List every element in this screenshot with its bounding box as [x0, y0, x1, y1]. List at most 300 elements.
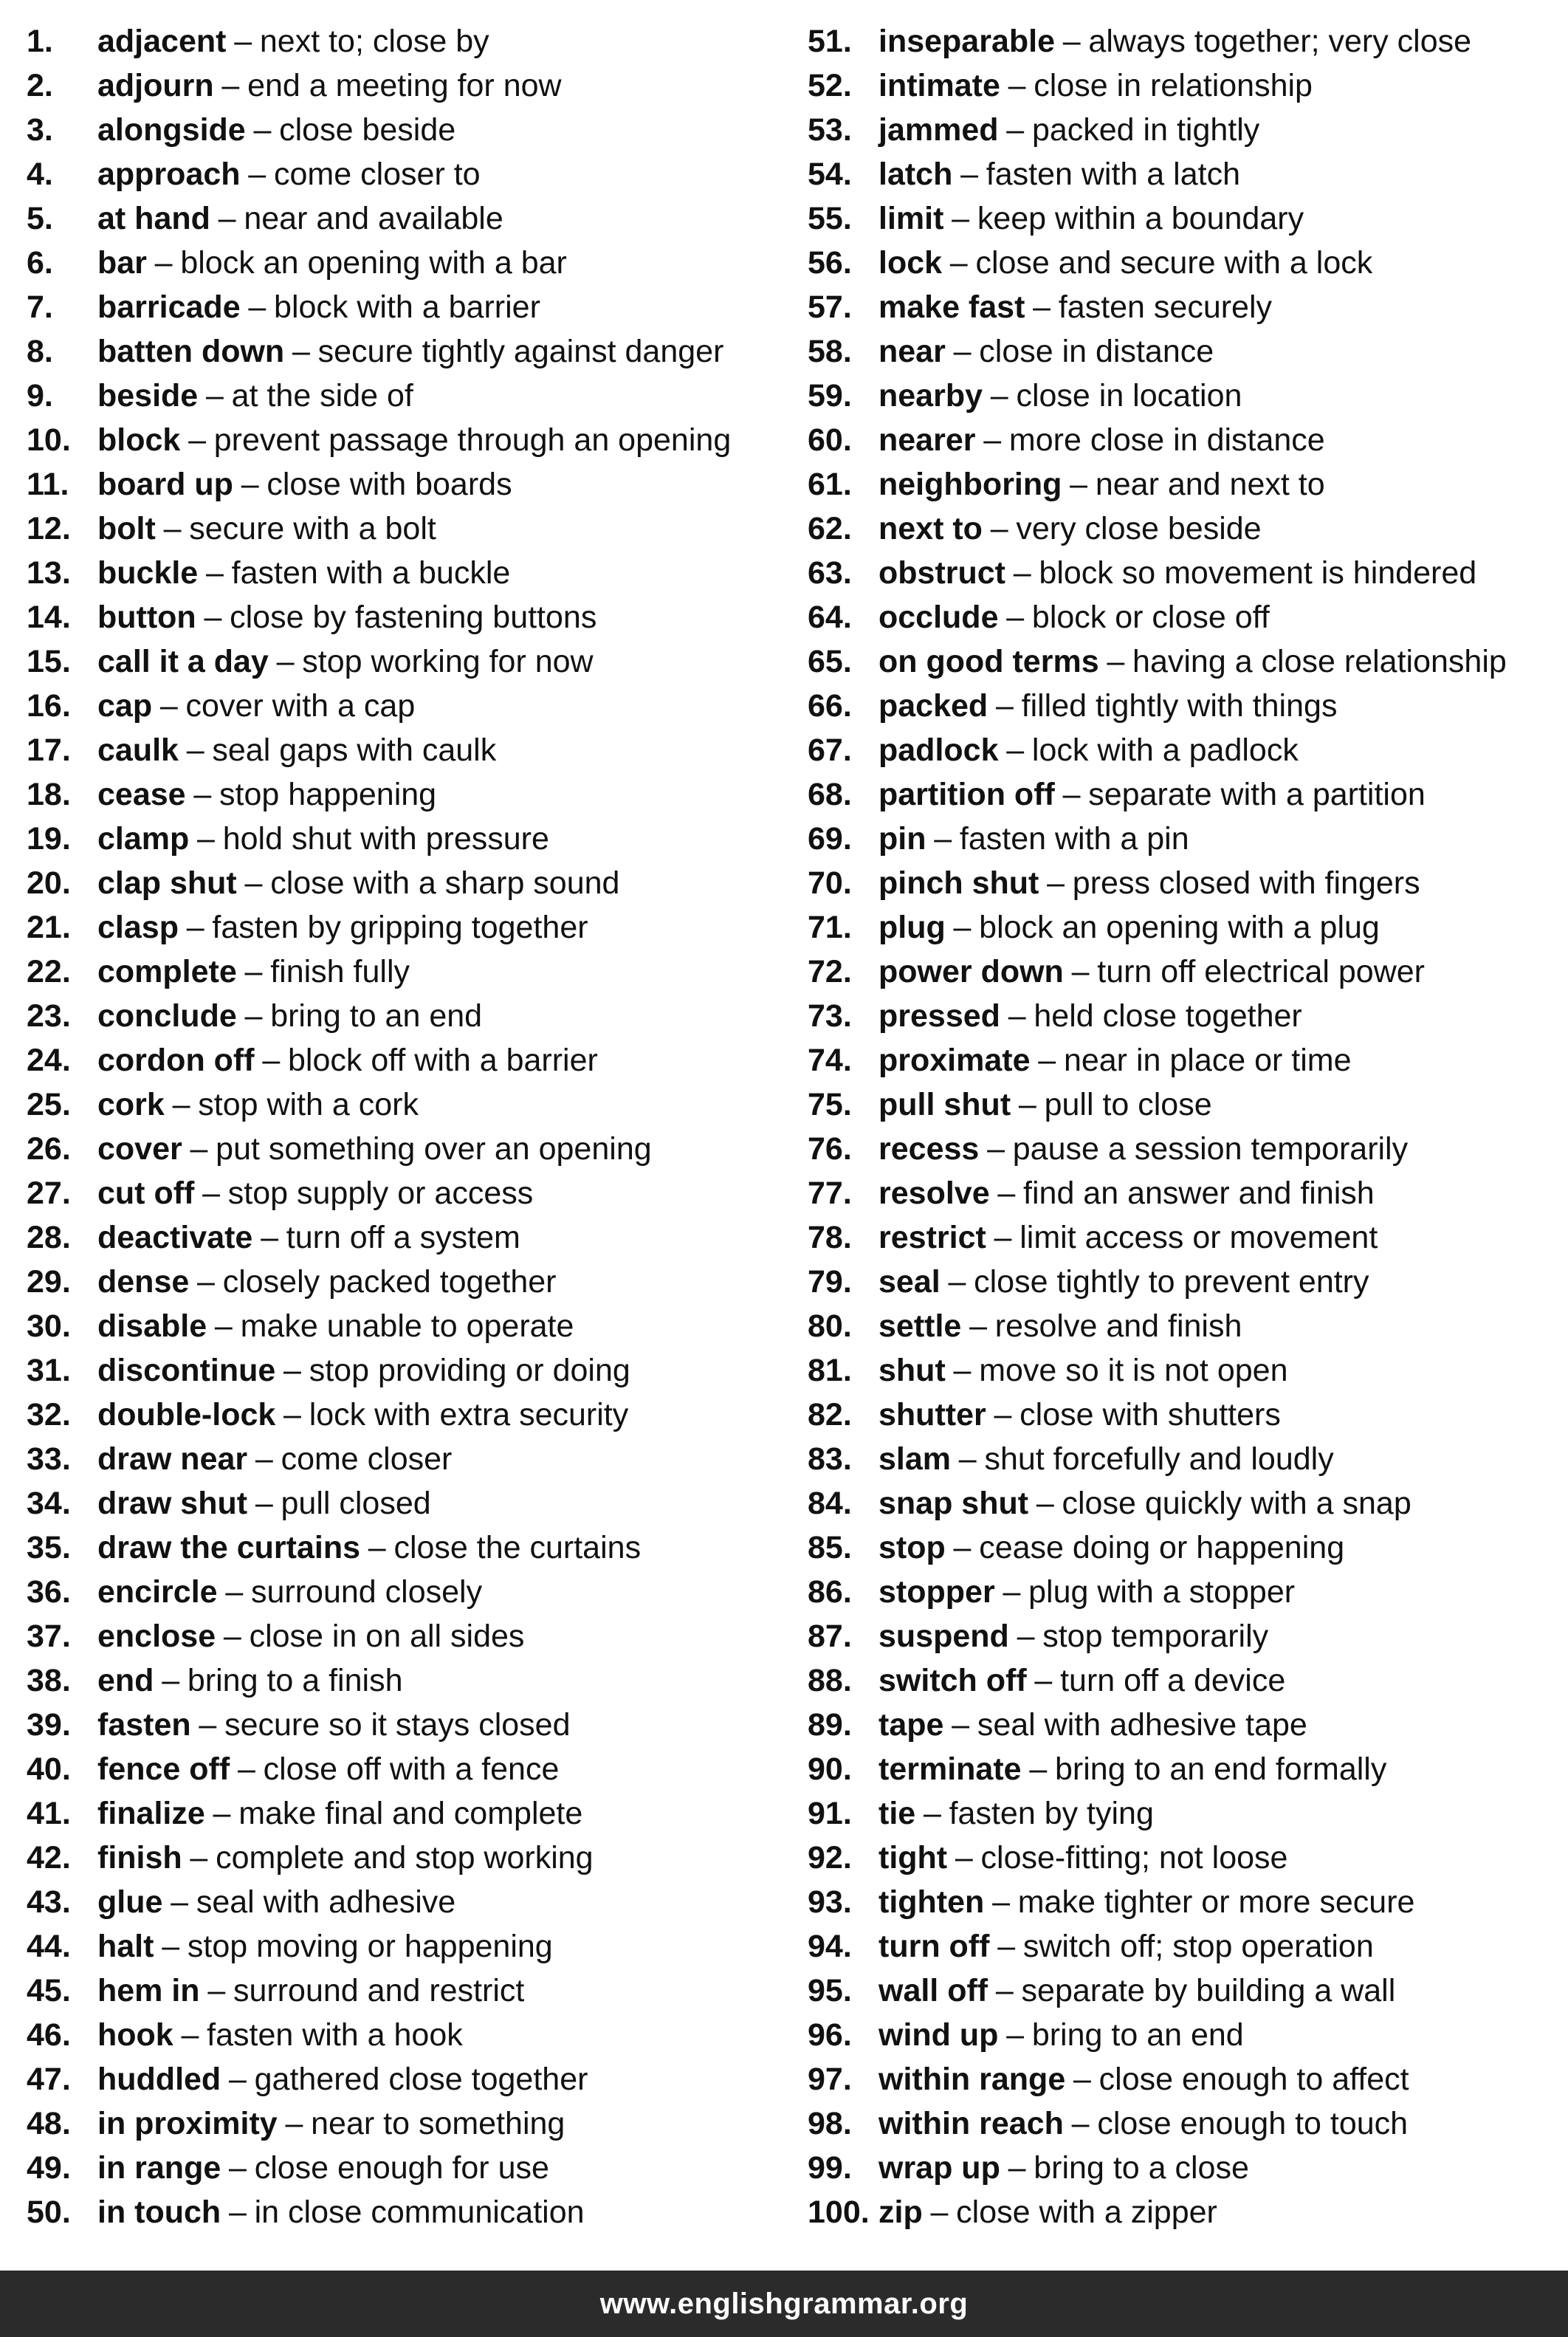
list-item	[808, 2190, 1568, 2234]
item-number: 90.	[808, 1751, 852, 1787]
item-definition: stop providing or doing	[309, 1353, 630, 1388]
item-number: 74.	[808, 1043, 852, 1078]
item-word: nearby	[878, 378, 983, 413]
item-separator: –	[1006, 600, 1025, 635]
item-word: cease	[97, 777, 186, 812]
item-word: clap shut	[97, 865, 237, 901]
item-word: cover	[97, 1131, 182, 1167]
item-separator: –	[1062, 24, 1081, 59]
item-definition: very close beside	[1016, 511, 1262, 546]
list-item	[27, 684, 794, 728]
item-number: 99.	[808, 2150, 852, 2186]
item-definition: next to; close by	[259, 24, 489, 59]
item-definition: complete and stop working	[216, 1840, 594, 1876]
item-word: pin	[878, 821, 926, 857]
item-definition: close by fastening buttons	[230, 600, 597, 635]
item-separator: –	[990, 378, 1008, 413]
item-number: 98.	[808, 2106, 852, 2141]
item-word: adjourn	[97, 68, 214, 103]
item-definition: close in relationship	[1034, 68, 1313, 103]
item-definition: near and available	[244, 201, 503, 236]
item-definition: seal with adhesive	[196, 1884, 456, 1920]
item-word: resolve	[878, 1176, 990, 1211]
item-definition: cover with a cap	[185, 688, 416, 724]
item-separator: –	[1013, 555, 1031, 591]
list-item	[808, 684, 1568, 728]
item-separator: –	[1006, 112, 1025, 148]
item-definition: seal gaps with caulk	[212, 732, 497, 768]
footer-website-link[interactable]: www.englishgrammar.org	[599, 2287, 969, 2320]
list-item	[27, 861, 794, 905]
item-separator: –	[983, 422, 1002, 458]
item-definition: come closer to	[273, 157, 481, 192]
item-separator: –	[190, 1131, 208, 1167]
item-number: 1.	[27, 24, 53, 59]
item-number: 76.	[808, 1131, 852, 1167]
item-separator: –	[1036, 1486, 1054, 1521]
item-number: 5.	[27, 201, 53, 236]
item-word: neighboring	[878, 467, 1062, 502]
item-separator: –	[1017, 1619, 1035, 1654]
item-word: suspend	[878, 1619, 1009, 1654]
item-definition: stop working for now	[302, 644, 594, 679]
item-separator: –	[213, 1796, 231, 1831]
item-number: 62.	[808, 511, 852, 546]
item-separator: –	[997, 1176, 1016, 1211]
item-definition: closely packed together	[222, 1264, 557, 1300]
item-separator: –	[368, 1530, 386, 1565]
item-separator: –	[214, 1308, 233, 1344]
list-item	[808, 728, 1568, 772]
list-item	[808, 2013, 1568, 2057]
item-definition: put something over an opening	[216, 1131, 652, 1167]
item-definition: find an answer and finish	[1023, 1176, 1375, 1211]
item-word: snap shut	[878, 1486, 1029, 1521]
item-definition: close with boards	[267, 467, 512, 502]
item-separator: –	[949, 245, 968, 281]
item-number: 80.	[808, 1308, 852, 1344]
item-definition: secure tightly against danger	[317, 334, 724, 369]
item-definition: block an opening with a plug	[979, 910, 1380, 945]
list-item	[27, 595, 794, 639]
item-separator: –	[995, 688, 1014, 724]
item-definition: close the curtains	[393, 1530, 642, 1565]
list-item	[808, 108, 1568, 152]
item-definition: fasten with a buckle	[231, 555, 511, 591]
item-word: finish	[97, 1840, 182, 1876]
item-separator: –	[154, 245, 173, 281]
item-number: 91.	[808, 1796, 852, 1831]
item-word: hem in	[97, 1973, 200, 2008]
item-number: 24.	[27, 1043, 71, 1078]
item-word: near	[878, 334, 946, 369]
item-definition: fasten with a hook	[207, 2017, 463, 2053]
item-word: conclude	[97, 998, 237, 1034]
item-definition: close in on all sides	[249, 1619, 525, 1654]
item-word: limit	[878, 201, 944, 236]
item-number: 17.	[27, 732, 71, 768]
item-separator: –	[255, 1486, 273, 1521]
item-separator: –	[1018, 1087, 1036, 1122]
item-number: 70.	[808, 865, 852, 901]
item-definition: close in location	[1016, 378, 1242, 413]
item-word: pinch shut	[878, 865, 1039, 901]
item-word: discontinue	[97, 1353, 276, 1388]
item-word: cork	[97, 1087, 165, 1122]
item-definition: gathered close together	[254, 2062, 588, 2097]
item-word: seal	[878, 1264, 941, 1300]
item-separator: –	[1073, 2062, 1091, 2097]
item-word: at hand	[97, 201, 210, 236]
item-separator: –	[958, 1441, 977, 1477]
item-word: hook	[97, 2017, 173, 2053]
list-item	[808, 1526, 1568, 1570]
list-item	[27, 1924, 794, 1969]
item-number: 36.	[27, 1574, 71, 1610]
list-item	[808, 507, 1568, 551]
list-item	[27, 1127, 794, 1171]
list-item	[27, 108, 794, 152]
item-word: zip	[878, 2194, 923, 2230]
item-definition: shut forcefully and loudly	[984, 1441, 1334, 1477]
item-definition: switch off; stop operation	[1022, 1929, 1374, 1964]
item-word: partition off	[878, 777, 1055, 812]
list-item	[27, 329, 794, 374]
item-number: 60.	[808, 422, 852, 458]
list-item	[808, 2146, 1568, 2190]
item-separator: –	[253, 112, 272, 148]
item-separator: –	[205, 555, 224, 591]
item-word: draw shut	[97, 1486, 248, 1521]
item-number: 8.	[27, 334, 53, 369]
list-item	[808, 1171, 1568, 1215]
item-separator: –	[930, 2194, 949, 2230]
item-definition: always together; very close	[1088, 24, 1472, 59]
list-item	[27, 2190, 794, 2234]
list-item	[808, 1437, 1568, 1481]
item-number: 59.	[808, 378, 852, 413]
item-separator: –	[934, 821, 952, 857]
item-definition: near and next to	[1095, 467, 1325, 502]
list-item	[27, 772, 794, 817]
item-separator: –	[994, 1397, 1012, 1432]
item-separator: –	[202, 1176, 221, 1211]
item-separator: –	[948, 1264, 966, 1300]
item-number: 94.	[808, 1929, 852, 1964]
item-number: 65.	[808, 644, 852, 679]
list-item	[808, 817, 1568, 861]
item-definition: separate by building a wall	[1021, 1973, 1396, 2008]
item-separator: –	[171, 1884, 189, 1920]
item-separator: –	[207, 1973, 226, 2008]
item-number: 41.	[27, 1796, 71, 1831]
item-definition: finish fully	[270, 954, 410, 989]
list-item	[808, 1747, 1568, 1791]
item-definition: cease doing or happening	[979, 1530, 1345, 1565]
item-definition: close with a zipper	[956, 2194, 1217, 2230]
item-separator: –	[193, 777, 212, 812]
item-separator: –	[197, 821, 215, 857]
item-word: within reach	[878, 2106, 1064, 2141]
item-number: 26.	[27, 1131, 71, 1167]
item-number: 20.	[27, 865, 71, 901]
list-item	[27, 551, 794, 595]
item-separator: –	[1008, 68, 1026, 103]
list-item	[27, 1836, 794, 1880]
item-definition: close enough to affect	[1098, 2062, 1409, 2097]
item-word: nearer	[878, 422, 976, 458]
item-definition: at the side of	[231, 378, 413, 413]
list-item	[808, 639, 1568, 684]
item-word: obstruct	[878, 555, 1005, 591]
item-definition: stop moving or happening	[187, 1929, 553, 1964]
item-number: 84.	[808, 1486, 852, 1521]
item-number: 6.	[27, 245, 53, 281]
item-separator: –	[1003, 1574, 1021, 1610]
item-definition: close off with a fence	[263, 1751, 560, 1787]
item-definition: stop with a cork	[198, 1087, 419, 1122]
item-number: 44.	[27, 1929, 71, 1964]
item-definition: close beside	[279, 112, 456, 148]
item-word: shutter	[878, 1397, 986, 1432]
list-item	[27, 285, 794, 329]
item-word: wind up	[878, 2017, 999, 2053]
item-separator: –	[994, 1220, 1012, 1255]
item-separator: –	[248, 289, 267, 325]
item-word: settle	[878, 1308, 962, 1344]
list-item	[808, 1304, 1568, 1348]
list-item	[27, 1171, 794, 1215]
item-number: 11.	[27, 467, 69, 502]
item-definition: pull to close	[1044, 1087, 1212, 1122]
item-separator: –	[1071, 2106, 1090, 2141]
list-item	[808, 374, 1568, 418]
item-separator: –	[1006, 2017, 1025, 2053]
list-item	[808, 19, 1568, 64]
item-separator: –	[234, 24, 252, 59]
item-separator: –	[228, 2194, 247, 2230]
item-number: 100.	[808, 2194, 870, 2230]
item-word: buckle	[97, 555, 199, 591]
item-number: 42.	[27, 1840, 71, 1876]
list-item	[27, 374, 794, 418]
item-separator: –	[953, 910, 972, 945]
list-item	[808, 1658, 1568, 1703]
item-separator: –	[255, 1441, 273, 1477]
item-word: lock	[878, 245, 943, 281]
item-definition: move so it is not open	[979, 1353, 1288, 1388]
item-number: 48.	[27, 2106, 71, 2141]
item-definition: held close together	[1034, 998, 1302, 1034]
item-word: within range	[878, 2062, 1066, 2097]
item-separator: –	[1062, 777, 1081, 812]
list-item	[808, 1215, 1568, 1260]
item-word: enclose	[97, 1619, 216, 1654]
item-number: 57.	[808, 289, 852, 325]
item-word: finalize	[97, 1796, 205, 1831]
item-word: intimate	[878, 68, 1000, 103]
list-item	[808, 1082, 1568, 1127]
item-separator: –	[225, 1574, 244, 1610]
item-separator: –	[1008, 2150, 1026, 2186]
item-separator: –	[960, 157, 979, 192]
item-definition: end a meeting for now	[247, 68, 562, 103]
item-definition: limit access or movement	[1019, 1220, 1378, 1255]
item-separator: –	[276, 644, 295, 679]
item-number: 87.	[808, 1619, 852, 1654]
item-number: 53.	[808, 112, 852, 148]
item-definition: having a close relationship	[1132, 644, 1507, 679]
list-item	[27, 1082, 794, 1127]
item-number: 3.	[27, 112, 53, 148]
item-separator: –	[162, 1929, 180, 1964]
item-word: alongside	[97, 112, 246, 148]
item-separator: –	[261, 1220, 279, 1255]
list-item	[808, 950, 1568, 994]
item-word: recess	[878, 1131, 980, 1167]
list-item	[808, 772, 1568, 817]
item-definition: make unable to operate	[240, 1308, 574, 1344]
item-separator: –	[283, 1397, 301, 1432]
item-word: switch off	[878, 1663, 1027, 1698]
item-word: tight	[878, 1840, 948, 1876]
list-item	[27, 19, 794, 64]
item-number: 2.	[27, 68, 53, 103]
item-number: 52.	[808, 68, 852, 103]
item-definition: packed in tightly	[1031, 112, 1260, 148]
item-definition: come closer	[281, 1441, 453, 1477]
item-word: shut	[878, 1353, 946, 1388]
item-separator: –	[205, 378, 224, 413]
item-number: 49.	[27, 2150, 71, 2186]
item-definition: secure so it stays closed	[224, 1707, 571, 1743]
item-definition: keep within a boundary	[977, 201, 1304, 236]
item-definition: turn off a device	[1060, 1663, 1286, 1698]
item-separator: –	[244, 954, 263, 989]
list-item	[808, 1038, 1568, 1082]
item-definition: in close communication	[254, 2194, 585, 2230]
item-number: 14.	[27, 600, 71, 635]
list-item	[808, 2057, 1568, 2101]
list-item	[27, 905, 794, 950]
item-word: in touch	[97, 2194, 221, 2230]
item-number: 12.	[27, 511, 71, 546]
item-definition: make tighter or more secure	[1017, 1884, 1415, 1920]
item-separator: –	[197, 1264, 215, 1300]
item-word: in proximity	[97, 2106, 278, 2141]
item-word: beside	[97, 378, 199, 413]
list-item	[808, 152, 1568, 196]
item-definition: block off with a barrier	[288, 1043, 598, 1078]
item-definition: plug with a stopper	[1028, 1574, 1296, 1610]
item-number: 22.	[27, 954, 71, 989]
item-number: 72.	[808, 954, 852, 989]
item-word: disable	[97, 1308, 207, 1344]
item-word: bolt	[97, 511, 156, 546]
item-number: 85.	[808, 1530, 852, 1565]
item-number: 27.	[27, 1176, 71, 1211]
item-separator: –	[997, 1929, 1016, 1964]
item-word: draw the curtains	[97, 1530, 361, 1565]
item-number: 7.	[27, 289, 53, 325]
item-separator: –	[995, 1973, 1014, 2008]
list-item	[808, 1393, 1568, 1437]
item-definition: fasten with a latch	[986, 157, 1240, 192]
item-number: 30.	[27, 1308, 71, 1344]
item-number: 10.	[27, 422, 71, 458]
list-item	[808, 196, 1568, 241]
item-number: 66.	[808, 688, 852, 724]
item-word: tie	[878, 1796, 916, 1831]
item-word: inseparable	[878, 24, 1055, 59]
item-definition: lock with a padlock	[1031, 732, 1299, 768]
item-separator: –	[218, 201, 236, 236]
item-number: 45.	[27, 1973, 71, 2008]
item-definition: pull closed	[281, 1486, 431, 1521]
list-item	[27, 1348, 794, 1393]
item-word: block	[97, 422, 181, 458]
item-word: pull shut	[878, 1087, 1011, 1122]
item-separator: –	[244, 998, 263, 1034]
item-word: draw near	[97, 1441, 248, 1477]
list-item	[27, 507, 794, 551]
item-definition: bring to an end	[1031, 2017, 1244, 2053]
item-number: 96.	[808, 2017, 852, 2053]
list-item	[808, 551, 1568, 595]
item-number: 77.	[808, 1176, 852, 1211]
item-number: 37.	[27, 1619, 71, 1654]
item-separator: –	[992, 1884, 1010, 1920]
item-number: 71.	[808, 910, 852, 945]
item-word: cordon off	[97, 1043, 255, 1078]
list-item	[27, 1304, 794, 1348]
item-separator: –	[923, 1796, 941, 1831]
item-number: 58.	[808, 334, 852, 369]
item-separator: –	[204, 600, 222, 635]
list-item	[27, 196, 794, 241]
item-word: glue	[97, 1884, 163, 1920]
list-item	[808, 1969, 1568, 2013]
item-separator: –	[969, 1308, 988, 1344]
item-separator: –	[248, 157, 267, 192]
item-word: power down	[878, 954, 1064, 989]
item-definition: stop supply or access	[227, 1176, 534, 1211]
item-definition: close with shutters	[1019, 1397, 1281, 1432]
item-number: 75.	[808, 1087, 852, 1122]
item-separator: –	[244, 865, 263, 901]
list-item	[27, 1260, 794, 1304]
item-word: huddled	[97, 2062, 221, 2097]
item-word: next to	[878, 511, 983, 546]
item-definition: block an opening with a bar	[180, 245, 567, 281]
item-word: slam	[878, 1441, 952, 1477]
item-definition: separate with a partition	[1088, 777, 1426, 812]
list-item	[27, 2013, 794, 2057]
footer-bar	[0, 2271, 1568, 2337]
item-word: dense	[97, 1264, 190, 1300]
list-item	[808, 285, 1568, 329]
item-separator: –	[1047, 865, 1065, 901]
item-number: 34.	[27, 1486, 71, 1521]
item-separator: –	[955, 1840, 973, 1876]
item-number: 97.	[808, 2062, 852, 2097]
item-separator: –	[163, 511, 182, 546]
item-separator: –	[1071, 954, 1090, 989]
item-definition: stop temporarily	[1042, 1619, 1269, 1654]
item-separator: –	[1008, 998, 1026, 1034]
list-item	[808, 1127, 1568, 1171]
word-list-right-column	[808, 19, 1568, 2234]
